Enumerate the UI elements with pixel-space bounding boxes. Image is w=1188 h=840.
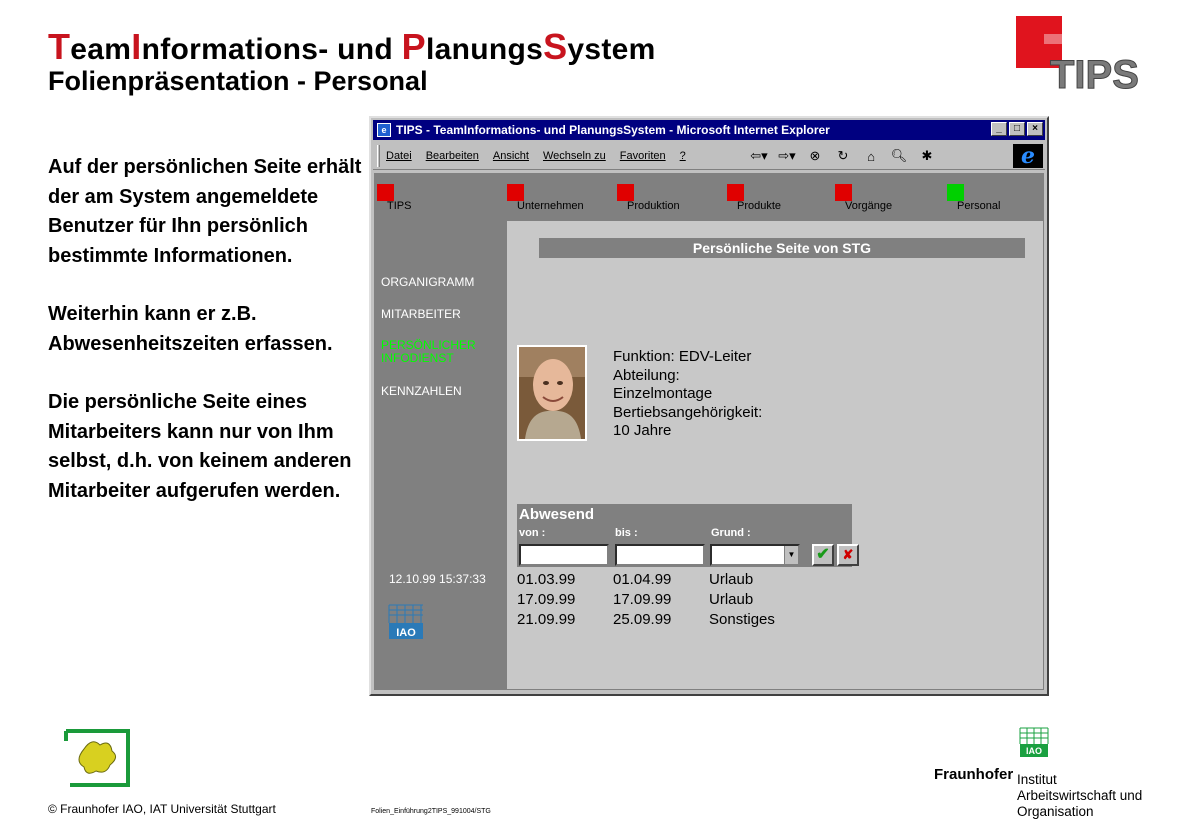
file-reference: Folien_Einführung2TIPS_991004/STG [371, 808, 491, 815]
window-titlebar[interactable] [373, 120, 1045, 140]
menu-wechseln-zu[interactable]: Wechseln zu [542, 149, 606, 162]
title-letter-s: S [543, 26, 568, 67]
person-photo-icon [519, 347, 585, 439]
institute-name [1017, 772, 1182, 820]
description-paragraph: Auf der persönlichen Seite erhält der am System angemeldete Benutzer für Ihn persönlich bestimmte Informationen. [48, 156, 362, 267]
tips-logo [1014, 14, 1148, 96]
window-controls [991, 122, 1043, 136]
main-content [507, 221, 1043, 689]
column-reason-header: Grund : [711, 527, 751, 539]
nav-item-vorgaenge[interactable] [845, 187, 892, 212]
title-letter-i: I [131, 26, 142, 67]
nav-item-personal[interactable] [957, 187, 1000, 212]
title-part: eam [70, 33, 132, 66]
app-icon: e [377, 123, 391, 137]
absence-to: 25.09.99 [613, 611, 672, 628]
title-part: ystem [567, 33, 656, 66]
stop-icon[interactable]: ⊗ [809, 148, 821, 163]
absence-reason: Urlaub [709, 591, 754, 608]
top-navigation [375, 174, 1043, 221]
menu-datei[interactable]: Datei [386, 149, 412, 162]
absence-row [517, 591, 805, 611]
nav-item-unternehmen[interactable] [517, 187, 584, 212]
profile-info [613, 348, 762, 441]
toolbar [749, 142, 937, 170]
search-icon[interactable]: 🔍︎ [890, 148, 908, 163]
title-part: lanungs [425, 33, 544, 66]
close-button[interactable]: × [1027, 122, 1043, 136]
absence-to: 17.09.99 [613, 591, 672, 608]
minimize-button[interactable]: _ [991, 122, 1007, 136]
description-paragraph: Die persönliche Seite eines Mitarbeiters kann nur von Ihm selbst, d.h. von keinem anderen Mitarbeiter aufgerufen werden. [48, 391, 352, 502]
absence-row [517, 571, 805, 591]
title-part: nformations- und [141, 33, 402, 66]
nav-square-icon [507, 184, 524, 201]
sidebar-item-mitarbeiter[interactable]: MITARBEITER [381, 307, 461, 321]
absence-form [517, 504, 852, 567]
refresh-icon[interactable]: ↻ [837, 148, 849, 163]
profile-department-label: Abteilung: [613, 366, 680, 384]
lurch-logo-icon [62, 727, 134, 789]
fraunhofer-logo-text: Fraunhofer [934, 766, 1014, 783]
title-letter-t: T [48, 26, 71, 67]
menu-help[interactable]: ? [679, 149, 686, 162]
iao-logo-icon [385, 601, 425, 641]
nav-square-icon [617, 184, 634, 201]
nav-label: TIPS [387, 200, 412, 212]
maximize-button[interactable]: □ [1009, 122, 1025, 136]
svg-text:IAO: IAO [1025, 746, 1043, 756]
confirm-button[interactable] [812, 544, 834, 566]
institute-line: Institut [1017, 772, 1057, 787]
checkmark-icon: ✔ [816, 546, 830, 563]
nav-square-icon [727, 184, 744, 201]
absence-list [517, 571, 805, 631]
to-date-input[interactable] [615, 544, 705, 566]
nav-square-icon [835, 184, 852, 201]
cross-icon: ✘ [842, 547, 854, 562]
menu-bearbeiten[interactable]: Bearbeiten [425, 149, 479, 162]
sidebar-item-organigramm[interactable]: ORGANIGRAMM [381, 275, 475, 289]
svg-text:IAO: IAO [396, 627, 416, 639]
nav-label: Produktion [627, 200, 680, 212]
forward-icon[interactable]: ⇨▾ [778, 148, 796, 163]
chevron-down-icon[interactable]: ▼ [784, 546, 798, 564]
absence-reason: Sonstiges [709, 611, 775, 628]
menu-grip[interactable] [377, 145, 380, 167]
slide-subtitle: Folienpräsentation - Personal [48, 66, 428, 96]
institute-line: Arbeitswirtschaft und [1017, 788, 1143, 803]
sidebar-item-infodienst[interactable]: PERSÖNLICHER INFODIENST [381, 338, 476, 365]
sidebar-item-kennzahlen[interactable]: KENNZAHLEN [381, 384, 462, 398]
window-title: TIPS - TeamInformations- und PlanungsSystem - Microsoft Internet Explorer [396, 123, 830, 137]
description-paragraph: Weiterhin kann er z.B. Abwesenheitszeiten erfassen. [48, 303, 333, 355]
profile-tenure-label: Bertiebsangehörigkeit: [613, 403, 763, 421]
nav-label: Vorgänge [845, 200, 893, 212]
absence-title: Abwesend [519, 506, 595, 523]
back-icon[interactable]: ⇦▾ [750, 148, 768, 163]
sidebar [375, 174, 507, 689]
ie-logo-icon: e [1013, 144, 1043, 168]
page-viewport [374, 173, 1044, 690]
nav-label: Unternehmen [517, 200, 584, 212]
absence-from: 01.03.99 [517, 571, 576, 588]
nav-item-produktion[interactable] [627, 187, 680, 212]
institute-line: Organisation [1017, 804, 1094, 819]
profile-department: Einzelmontage [613, 385, 713, 402]
copyright: © Fraunhofer IAO, IAT Universität Stuttgart [48, 802, 276, 816]
browser-window [369, 116, 1049, 696]
from-date-input[interactable] [519, 544, 609, 566]
main-title [48, 26, 948, 68]
slide-title [48, 26, 948, 97]
delete-button[interactable] [837, 544, 859, 566]
nav-item-tips[interactable] [387, 187, 411, 212]
column-to-header: bis : [615, 527, 638, 539]
datetime-display: 12.10.99 15:37:33 [389, 572, 486, 586]
page-heading: Persönliche Seite von STG [539, 238, 1025, 258]
absence-reason: Urlaub [709, 571, 754, 588]
employee-photo [517, 345, 587, 441]
profile-tenure: 10 Jahre [613, 422, 672, 439]
nav-square-icon [377, 184, 394, 201]
menu-bar [373, 142, 1045, 170]
profile-function: Funktion: EDV-Leiter [613, 348, 752, 365]
menu-favoriten[interactable]: Favoriten [619, 149, 666, 162]
iao-footer-logo-icon [1018, 726, 1050, 758]
home-icon[interactable]: ⌂ [867, 148, 875, 164]
favorites-icon[interactable]: ✱ [921, 148, 933, 163]
reason-select[interactable] [710, 544, 800, 566]
nav-label: Personal [957, 200, 1001, 212]
absence-from: 17.09.99 [517, 591, 576, 608]
description [48, 153, 368, 535]
nav-label: Produkte [737, 200, 782, 212]
title-letter-p: P [401, 26, 426, 67]
absence-from: 21.09.99 [517, 611, 576, 628]
nav-square-icon [947, 184, 964, 201]
absence-row [517, 611, 805, 631]
nav-item-produkte[interactable] [737, 187, 781, 212]
absence-to: 01.04.99 [613, 571, 672, 588]
menu-ansicht[interactable]: Ansicht [492, 149, 529, 162]
svg-text:TIPS: TIPS [1050, 53, 1139, 96]
column-from-header: von : [519, 527, 546, 539]
